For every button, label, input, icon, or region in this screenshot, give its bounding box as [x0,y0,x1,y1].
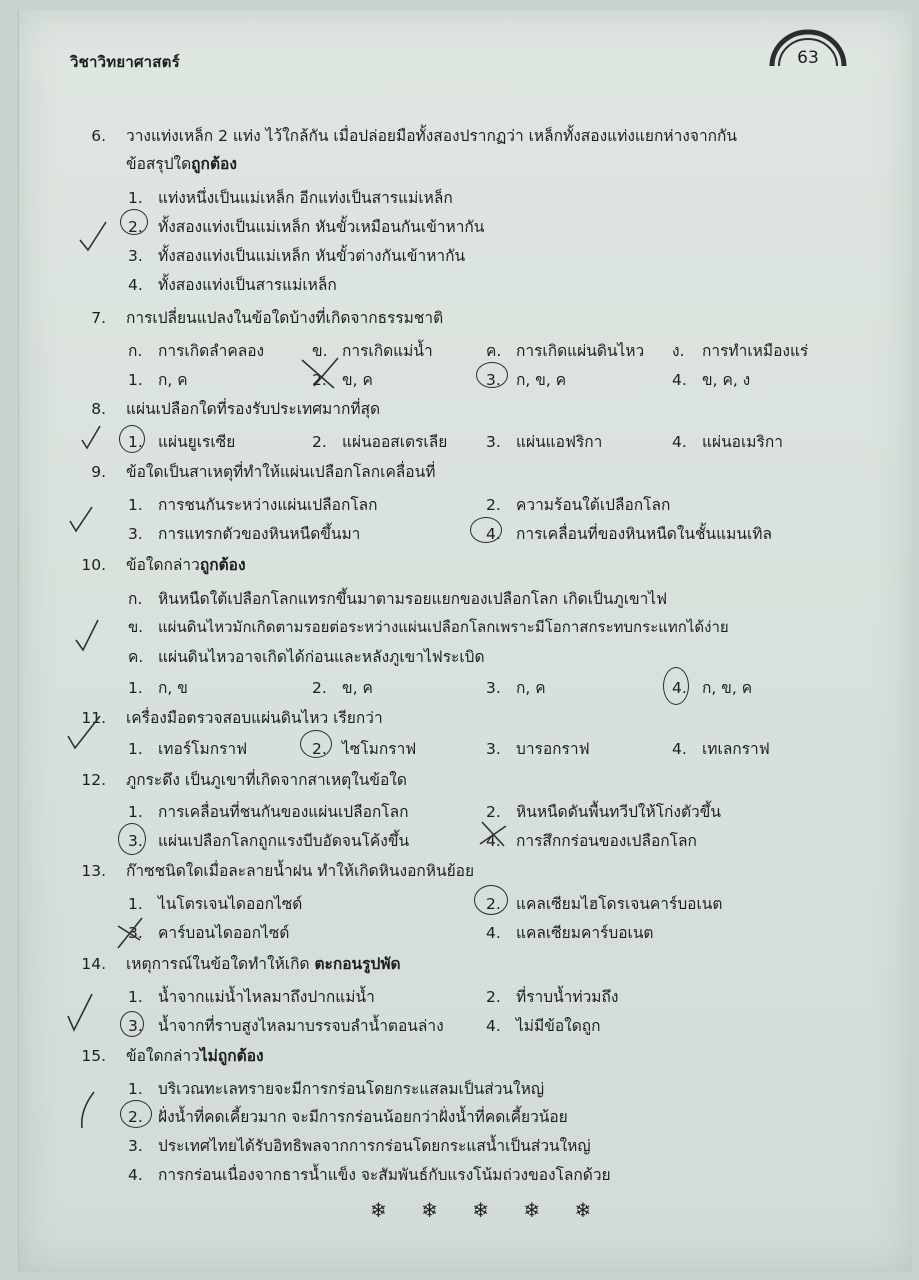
q13-option-2[interactable]: 2. แคลเซียมไฮโดรเจนคาร์บอเนต [486,895,723,913]
q12-option-2[interactable]: 2. หินหนืดดันพื้นทวีปให้โก่งตัวขึ้น [486,803,721,821]
q11-option-2[interactable]: 2. ไซโมกราฟ [312,740,417,758]
q12-option-3[interactable]: 3. แผ่นเปลือกโลกถูกแรงบีบอัดจนโค้งขึ้น [128,832,410,850]
page-number-badge [768,28,848,70]
check-mark-icon [68,505,94,533]
q7-option-2[interactable]: 2. ข, ค [312,371,373,389]
q13-option-3[interactable]: 3. คาร์บอนไดออกไซด์ [128,924,290,942]
answer-circle-mark [118,823,146,855]
question-7-text: การเปลี่ยนแปลงในข้อใดบ้างที่เกิดจากธรรมชาติ [126,309,444,327]
check-mark-icon [74,618,100,652]
question-15-text: ข้อใดกล่าวไม่ถูกต้อง [126,1047,264,1065]
answer-circle-mark [120,209,148,235]
question-14-text: เหตุการณ์ในข้อใดทำให้เกิด ตะกอนรูปพัด [126,955,401,973]
q10-option-4[interactable]: 4. ก, ข, ค [672,679,753,697]
question-11-text: เครื่องมือตรวจสอบแผ่นดินไหว เรียกว่า [126,709,383,727]
question-8-text: แผ่นเปลือกใดที่รองรับประเทศมากที่สุด [126,400,381,418]
q7-item-3: ค. การเกิดแผ่นดินไหว [486,342,645,360]
q6-option-4[interactable]: 4. ทั้งสองแท่งเป็นสารแม่เหล็ก [128,276,337,294]
q10-option-3[interactable]: 3. ก, ค [486,679,546,697]
q15-option-1[interactable]: 1. บริเวณทะเลทรายจะมีการกร่อนโดยกระแสลมเป็นส่วนใหญ่ [128,1080,545,1098]
answer-circle-mark [663,667,689,705]
q12-option-1[interactable]: 1. การเคลื่อนที่ชนกันของแผ่นเปลือกโลก [128,803,409,821]
subject-header: วิชาวิทยาศาสตร์ [70,53,180,71]
q9-option-1[interactable]: 1. การชนกันระหว่างแผ่นเปลือกโลก [128,496,378,514]
q10-option-1[interactable]: 1. ก, ข [128,679,188,697]
question-12-text: ภูกระดึง เป็นภูเขาที่เกิดจากสาเหตุในข้อใด [126,771,407,789]
question-6-text: วางแท่งเหล็ก 2 แท่ง ไว้ใกล้กัน เมื่อปล่อยมือทั้งสองปรากฏว่า เหล็กทั้งสองแท่งแยกห่างจากกัน [126,127,738,145]
q15-option-2[interactable]: 2. ฝั่งน้ำที่คดเคี้ยวมาก จะมีการกร่อนน้อยกว่าฝั่งน้ำที่คดเคี้ยวน้อย [128,1108,568,1126]
q14-option-1[interactable]: 1. น้ำจากแม่น้ำไหลมาถึงปากแม่น้ำ [128,988,375,1006]
answer-circle-mark [476,362,508,388]
q10-option-2[interactable]: 2. ข, ค [312,679,373,697]
answer-circle-mark [119,425,145,453]
footer-stars: ❄ ❄ ❄ ❄ ❄ [370,1198,606,1222]
answer-circle-mark [120,1100,152,1128]
question-number: 6. [91,127,106,145]
q7-item-2: ข. การเกิดแม่น้ำ [312,342,433,360]
cross-mark-icon [300,356,340,392]
answer-circle-mark [474,885,508,915]
q6-option-2[interactable]: 2. ทั้งสองแท่งเป็นแม่เหล็ก หันขั้วเหมือนกันเข้าหากัน [128,218,485,236]
cross-mark-icon [114,916,146,950]
q9-option-2[interactable]: 2. ความร้อนใต้เปลือกโลก [486,496,671,514]
q6-option-3[interactable]: 3. ทั้งสองแท่งเป็นแม่เหล็ก หันขั้วต่างกันเข้าหากัน [128,247,466,265]
question-10-text: ข้อใดกล่าวถูกต้อง [126,556,246,574]
check-mark-icon [78,1090,100,1130]
check-mark-icon [66,714,102,750]
q10-item-1: ก. หินหนืดใต้เปลือกโลกแทรกขึ้นมาตามรอยแยกของเปลือกโลก เกิดเป็นภูเขาไฟ [128,590,668,608]
q15-option-4[interactable]: 4. การกร่อนเนื่องจากธารน้ำแข็ง จะสัมพันธ์กับแรงโน้มถ่วงของโลกด้วย [128,1166,611,1184]
answer-circle-mark [120,1011,144,1037]
check-mark-icon [66,992,94,1032]
q10-item-2: ข. แผ่นดินไหวมักเกิดตามรอยต่อระหว่างแผ่นเปลือกโลกเพราะมีโอกาสกระทบกระแทกได้ง่าย [128,618,729,636]
q10-item-3: ค. แผ่นดินไหวอาจเกิดได้ก่อนและหลังภูเขาไฟระเบิด [128,648,485,666]
q9-option-3[interactable]: 3. การแทรกตัวของหินหนืดขึ้นมา [128,525,361,543]
cross-mark-icon [478,820,508,848]
q6-option-1[interactable]: 1. แท่งหนึ่งเป็นแม่เหล็ก อีกแท่งเป็นสารแม่เหล็ก [128,189,453,207]
q13-option-4[interactable]: 4. แคลเซียมคาร์บอเนต [486,924,654,942]
q7-option-1[interactable]: 1. ก, ค [128,371,188,389]
check-mark-icon [78,220,108,254]
question-6-text-2: ข้อสรุปใดถูกต้อง [126,155,237,173]
q15-option-3[interactable]: 3. ประเทศไทยได้รับอิทธิพลจากการกร่อนโดยกระแสน้ำเป็นส่วนใหญ่ [128,1137,591,1155]
question-13-text: ก๊าซชนิดใดเมื่อละลายน้ำฝน ทำให้เกิดหินงอกหินย้อย [126,862,475,880]
page-number: 63 [797,48,819,68]
q14-option-2[interactable]: 2. ที่ราบน้ำท่วมถึง [486,988,619,1006]
q7-item-4: ง. การทำเหมืองแร่ [672,342,809,360]
q8-option-2[interactable]: 2. แผ่นออสเตรเลีย [312,433,448,451]
q14-option-4[interactable]: 4. ไม่มีข้อใดถูก [486,1017,601,1035]
answer-circle-mark [470,517,502,543]
q8-option-1[interactable]: 1. แผ่นยูเรเซีย [128,433,236,451]
q14-option-3[interactable]: 3. น้ำจากที่ราบสูงไหลมาบรรจบลำน้ำตอนล่าง [128,1017,444,1035]
q8-option-4[interactable]: 4. แผ่นอเมริกา [672,433,783,451]
question-9-text: ข้อใดเป็นสาเหตุที่ทำให้แผ่นเปลือกโลกเคลื่อนที่ [126,463,436,481]
q11-option-4[interactable]: 4. เทเลกราฟ [672,740,770,758]
q7-option-4[interactable]: 4. ข, ค, ง [672,371,751,389]
answer-circle-mark [300,730,332,758]
q11-option-1[interactable]: 1. เทอร์โมกราฟ [128,740,248,758]
q9-option-4[interactable]: 4. การเคลื่อนที่ของหินหนืดในชั้นแมนเทิล [486,525,772,543]
q7-option-3[interactable]: 3. ก, ข, ค [486,371,567,389]
q8-option-3[interactable]: 3. แผ่นแอฟริกา [486,433,603,451]
q7-item-1: ก. การเกิดลำคลอง [128,342,265,360]
q11-option-3[interactable]: 3. บารอกราฟ [486,740,590,758]
check-mark-icon [80,424,102,450]
q13-option-1[interactable]: 1. ไนโตรเจนไดออกไซด์ [128,895,303,913]
q12-option-4[interactable]: 4. การสึกกร่อนของเปลือกโลก [486,832,697,850]
